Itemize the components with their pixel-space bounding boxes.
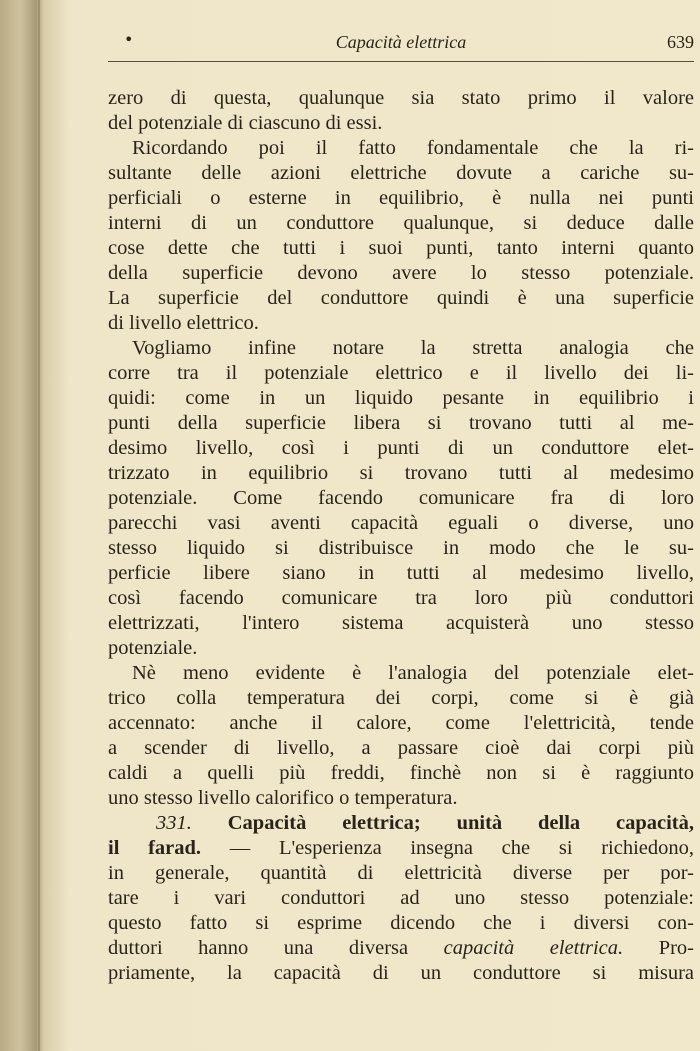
text-line: potenziale. (108, 637, 198, 659)
text-line: corre tra il potenziale elettrico e il livello dei li- (108, 362, 694, 384)
text-line: perficie libere siano in tutti al medesimo livello, (108, 562, 694, 584)
text-line: Ricordando poi il fatto fondamentale che la ri- (132, 137, 694, 159)
em-dash: — (229, 837, 251, 859)
text-line: Nè meno evidente è l'analogia del potenziale elet- (132, 662, 694, 684)
body-text (108, 86, 694, 986)
text-line: priamente, la capacità di un conduttore si misura (108, 962, 694, 984)
text-line: così facendo comunicare tra loro più conduttori (108, 587, 694, 609)
text-line: desimo livello, così i punti di un conduttore elet- (108, 437, 694, 459)
ink-speck: • (124, 30, 134, 49)
text-line: questo fatto si esprime dicendo che i diversi con- (108, 912, 694, 934)
text-line: accennato: anche il calore, come l'elettricità, tende (108, 712, 694, 734)
text-line: elettrizzati, l'intero sistema acquisterà uno stesso (108, 612, 694, 634)
text-line: trico colla temperatura dei corpi, come si è già (108, 687, 694, 709)
text-fragment: duttori hanno una diversa (108, 937, 409, 959)
book-gutter (38, 0, 40, 1051)
text-line: zero di questa, qualunque sia stato primo il valore (108, 87, 694, 109)
text-line: interni di un conduttore qualunque, si deduce dalle (108, 212, 694, 234)
text-line (108, 836, 694, 861)
section-heading: Capacità elettrica; unità della capacità, (227, 812, 694, 834)
running-header (108, 30, 694, 58)
text-line: quidi: come in un liquido pesante in equilibrio i (108, 387, 694, 409)
text-line: La superficie del conduttore quindi è una superficie (108, 287, 694, 309)
text-line: potenziale. Come facendo comunicare fra di loro (108, 487, 694, 509)
emphasis-term: capacità elettrica. (443, 937, 624, 959)
text-line: stesso liquido si distribuisce in modo che le su- (108, 537, 694, 559)
section-heading-cont: il farad. (108, 837, 202, 859)
text-line: caldi a quelli più freddi, finchè non si è raggiunto (108, 762, 694, 784)
text-line: punti della superficie libera si trovano tutti al me- (108, 412, 694, 434)
text-line: del potenziale di ciascuno di essi. (108, 112, 383, 134)
text-fragment: Pro- (658, 937, 694, 959)
text-line: cose dette che tutti i suoi punti, tanto interni quanto (108, 237, 694, 259)
text-line: parecchi vasi aventi capacità eguali o diverse, uno (108, 512, 694, 534)
page-number: 639 (667, 32, 694, 52)
text-fragment: L'esperienza insegna che si richiedono, (278, 837, 694, 859)
text-line (108, 936, 694, 961)
running-title: Capacità elettrica (335, 32, 467, 52)
text-line: di livello elettrico. (108, 312, 259, 334)
text-line: della superficie devono avere lo stesso potenziale. (108, 262, 694, 284)
text-line: Vogliamo infine notare la stretta analogia che (132, 337, 694, 359)
text-line: a scender di livello, a passare cioè dai corpi più (108, 737, 694, 759)
text-line: in generale, quantità di elettricità diverse per por- (108, 862, 694, 884)
text-line: sultante delle azioni elettriche dovute a cariche su- (108, 162, 694, 184)
section-heading-line (108, 811, 694, 836)
section-number: 331. (156, 812, 192, 834)
text-line: uno stesso livello calorifico o temperatura. (108, 787, 458, 809)
text-line: perficiali o esterne in equilibrio, è nulla nei punti (108, 187, 694, 209)
text-line: tare i vari conduttori ad uno stesso potenziale: (108, 887, 694, 909)
text-line: trizzato in equilibrio si trovano tutti al medesimo (108, 462, 694, 484)
header-rule (108, 61, 694, 62)
